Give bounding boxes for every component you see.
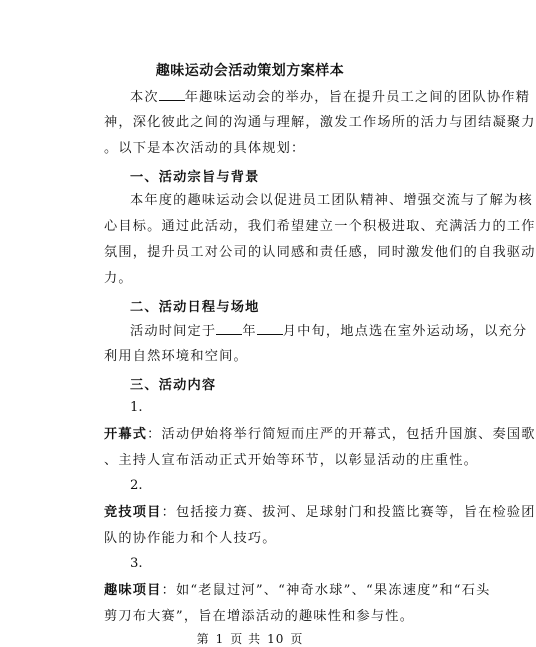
item-3-lead: 趣味项目 bbox=[104, 583, 162, 598]
intro-line-1-end: 年趣味运动会的举办，旨在提升员工之间的团队协作精 bbox=[184, 90, 531, 105]
item-2-lead: 竞技项目 bbox=[104, 505, 162, 520]
item-3-number: 3. bbox=[130, 556, 143, 571]
section-1-line-3: 氛围，提升员工对公司的认同感和责任感，同时激发他们的自我驱动 bbox=[104, 245, 536, 260]
item-3-text: ：如“老鼠过河”、“神奇水球”、“果冻速度”和“石头 bbox=[161, 583, 491, 598]
item-3-line-1 bbox=[104, 582, 491, 599]
item-3-line-2: 剪刀布大赛”，旨在增添活动的趣味性和参与性。 bbox=[104, 609, 415, 624]
intro-line-1-start: 本次 bbox=[130, 90, 159, 105]
item-2-text: ：包括接力赛、拔河、足球射门和投篮比赛等，旨在检验团 bbox=[161, 505, 536, 520]
intro-line-2: 神，深化彼此之间的沟通与理解，激发工作场所的活力与团结凝聚力 bbox=[104, 115, 536, 130]
section-1-line-4: 力。 bbox=[104, 271, 133, 286]
footer-middle: 页 共 bbox=[230, 632, 262, 646]
section-2-heading: 二、活动日程与场地 bbox=[130, 300, 260, 315]
item-1-line-2: 、主持人宣布活动正式开始等环节，以彰显活动的庄重性。 bbox=[104, 453, 479, 468]
item-2-number: 2. bbox=[130, 478, 143, 493]
section-2-line-1-b: 年 bbox=[242, 324, 257, 339]
item-1-lead: 开幕式 bbox=[104, 427, 148, 442]
item-2-line-2: 队的协作能力和个人技巧。 bbox=[104, 531, 277, 546]
section-2-line-1-c: 月中旬，地点选在室外运动场，以充分 bbox=[282, 324, 528, 339]
year-blank-2 bbox=[216, 322, 242, 335]
section-2-line-1-a: 活动时间定于 bbox=[130, 324, 217, 339]
footer-suffix: 页 bbox=[290, 632, 304, 646]
section-1-line-2: 心目标。通过此活动，我们希望建立一个积极进取、充满活力的工作 bbox=[104, 219, 536, 234]
intro-line-1 bbox=[130, 88, 530, 106]
item-2-line-1 bbox=[104, 504, 536, 521]
section-2-line-1 bbox=[130, 322, 527, 340]
page-footer bbox=[0, 630, 500, 647]
footer-total-pages: 10 bbox=[267, 632, 285, 646]
intro-line-3: 。以下是本次活动的具体规划： bbox=[104, 141, 306, 156]
document-title: 趣味运动会活动策划方案样本 bbox=[155, 63, 345, 79]
item-1-line-1 bbox=[104, 426, 536, 443]
year-blank bbox=[159, 88, 185, 101]
footer-page-number: 1 bbox=[215, 632, 225, 646]
month-blank bbox=[257, 322, 283, 335]
section-1-heading: 一、活动宗旨与背景 bbox=[130, 170, 260, 185]
item-1-text: ：活动伊始将举行简短而庄严的开幕式，包括升国旗、奏国歌 bbox=[147, 427, 536, 442]
section-1-line-1: 本年度的趣味运动会以促进员工团队精神、增强交流与了解为核 bbox=[130, 193, 533, 208]
footer-prefix: 第 bbox=[196, 632, 210, 646]
section-3-heading: 三、活动内容 bbox=[130, 378, 217, 393]
item-1-number: 1. bbox=[130, 400, 143, 415]
section-2-line-2: 利用自然环境和空间。 bbox=[104, 349, 248, 364]
